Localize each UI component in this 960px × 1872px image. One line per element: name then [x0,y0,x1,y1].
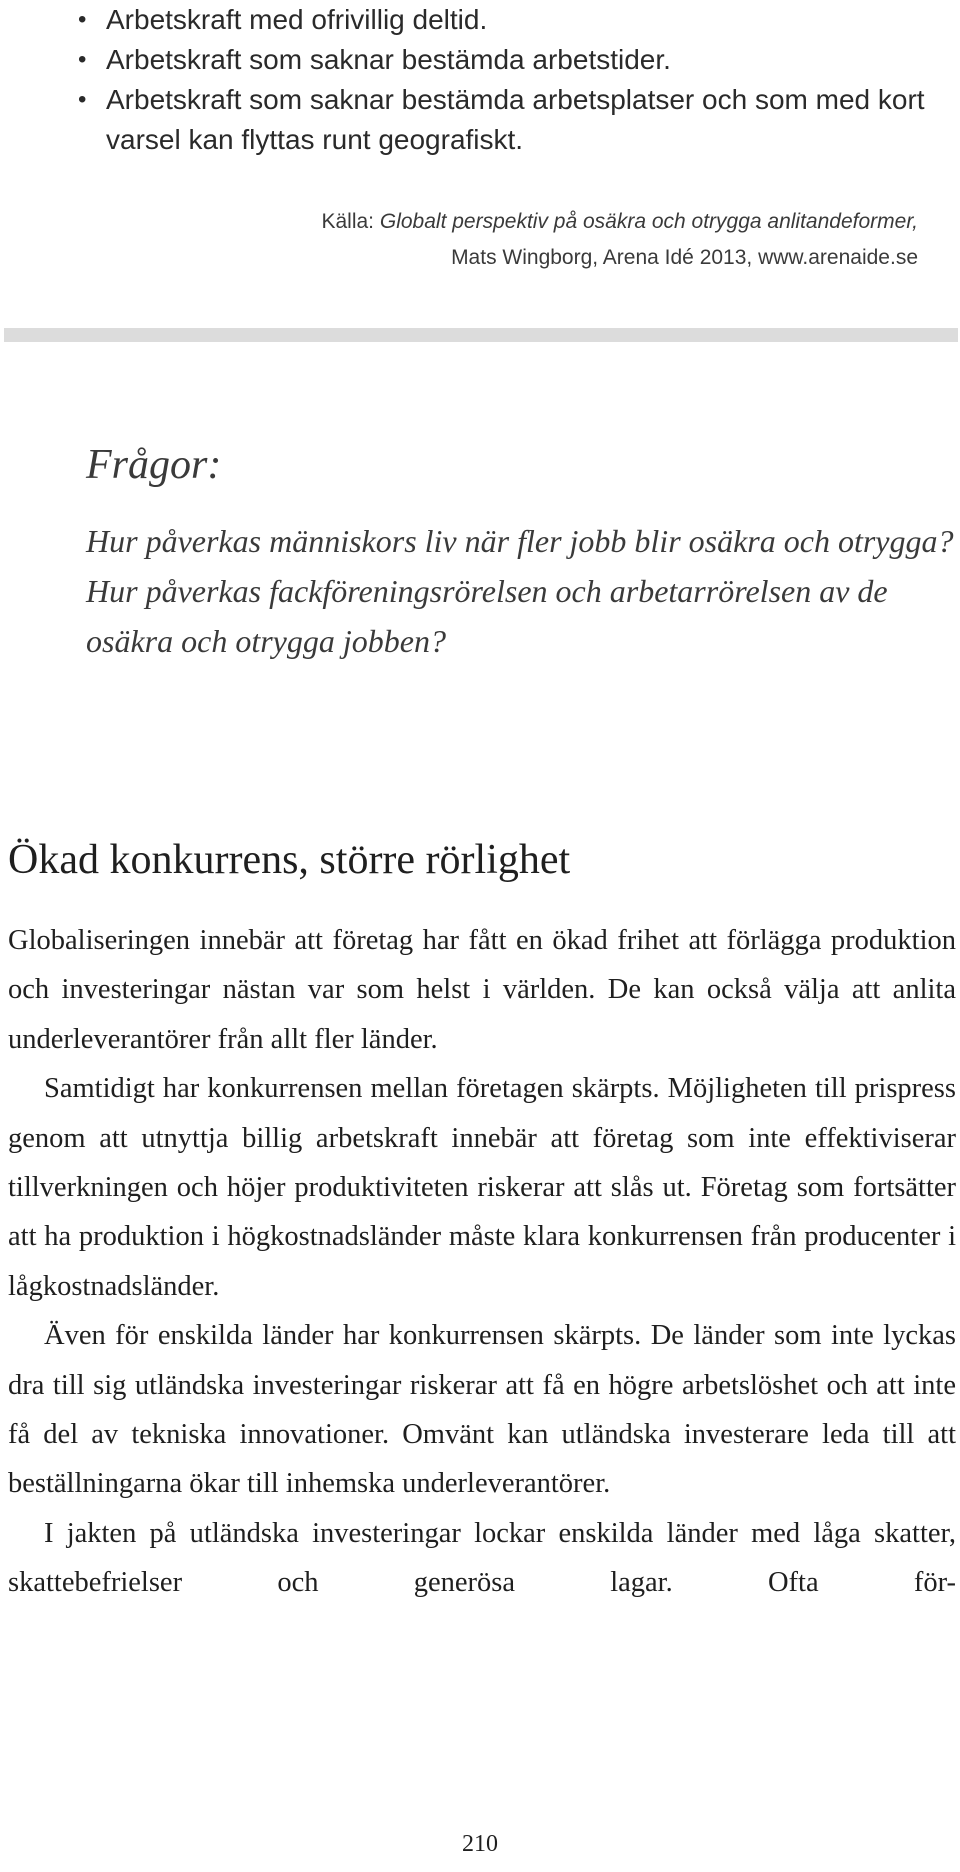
question-item: Hur påverkas fackföreningsrörelsen och arbetarrörelsen av de osäkra och otrygga jobben? [86,573,888,659]
bullet-list [78,0,938,160]
body-paragraph: Även för enskilda länder har konkurrensen skärpts. De länder som inte lyckas dra till sig utländska investeringar riskerar att få en högre arbetslöshet och att inte få del av tekniska innovationer. Omvänt kan utländska investerare leda till att beställningarna ökar till inhemska underleverantörer. [8,1320,956,1500]
source-line-1 [0,204,918,240]
question-item: Hur påverkas människors liv när fler jobb blir osäkra och otrygga? [86,523,954,559]
source-title: Globalt perspektiv på osäkra och otrygga anlitandeformer, [379,210,918,233]
bullet-item: • Arbetskraft som saknar bestämda arbetstider. [78,40,938,80]
questions-heading: Frågor: [86,442,222,488]
bullet-item: • Arbetskraft som saknar bestämda arbetsplatser och som med kort varsel kan flyttas runt geografiskt. [78,80,938,160]
source-line-2: Mats Wingborg, Arena Idé 2013, www.arenaide.se [451,246,918,269]
page-number: 210 [462,1831,498,1857]
source-prefix: Källa: [321,210,380,233]
body-paragraph: Globaliseringen innebär att företag har fått en ökad frihet att förlägga produktion och investeringar nästan var som helst i världen. De kan också välja att anlita underleverantörer från allt fler länder. [8,925,956,1055]
body-paragraph: Samtidigt har konkurrensen mellan företagen skärpts. Möjligheten till prispress genom att utnyttja billig arbetskraft innebär att företag som inte effektiviserar tillverkningen och höjer produktiviteten riskerar att slås ut. Företag som fortsätter att ha produktion i högkostnadsländer måste klara konkurrensen från producenter i lågkostnadsländer. [8,1073,956,1302]
body-paragraph: I jakten på utländska investeringar lockar enskilda länder med låga skatter, skattebefrielser och generösa lagar. Ofta för- [8,1517,956,1599]
section-divider [4,328,958,342]
source-citation [0,204,918,276]
section-heading: Ökad konkurrens, större rörlighet [8,837,571,883]
questions-list [86,516,956,666]
body-text [8,916,956,1608]
bullet-item: • Arbetskraft med ofrivillig deltid. [78,0,938,40]
